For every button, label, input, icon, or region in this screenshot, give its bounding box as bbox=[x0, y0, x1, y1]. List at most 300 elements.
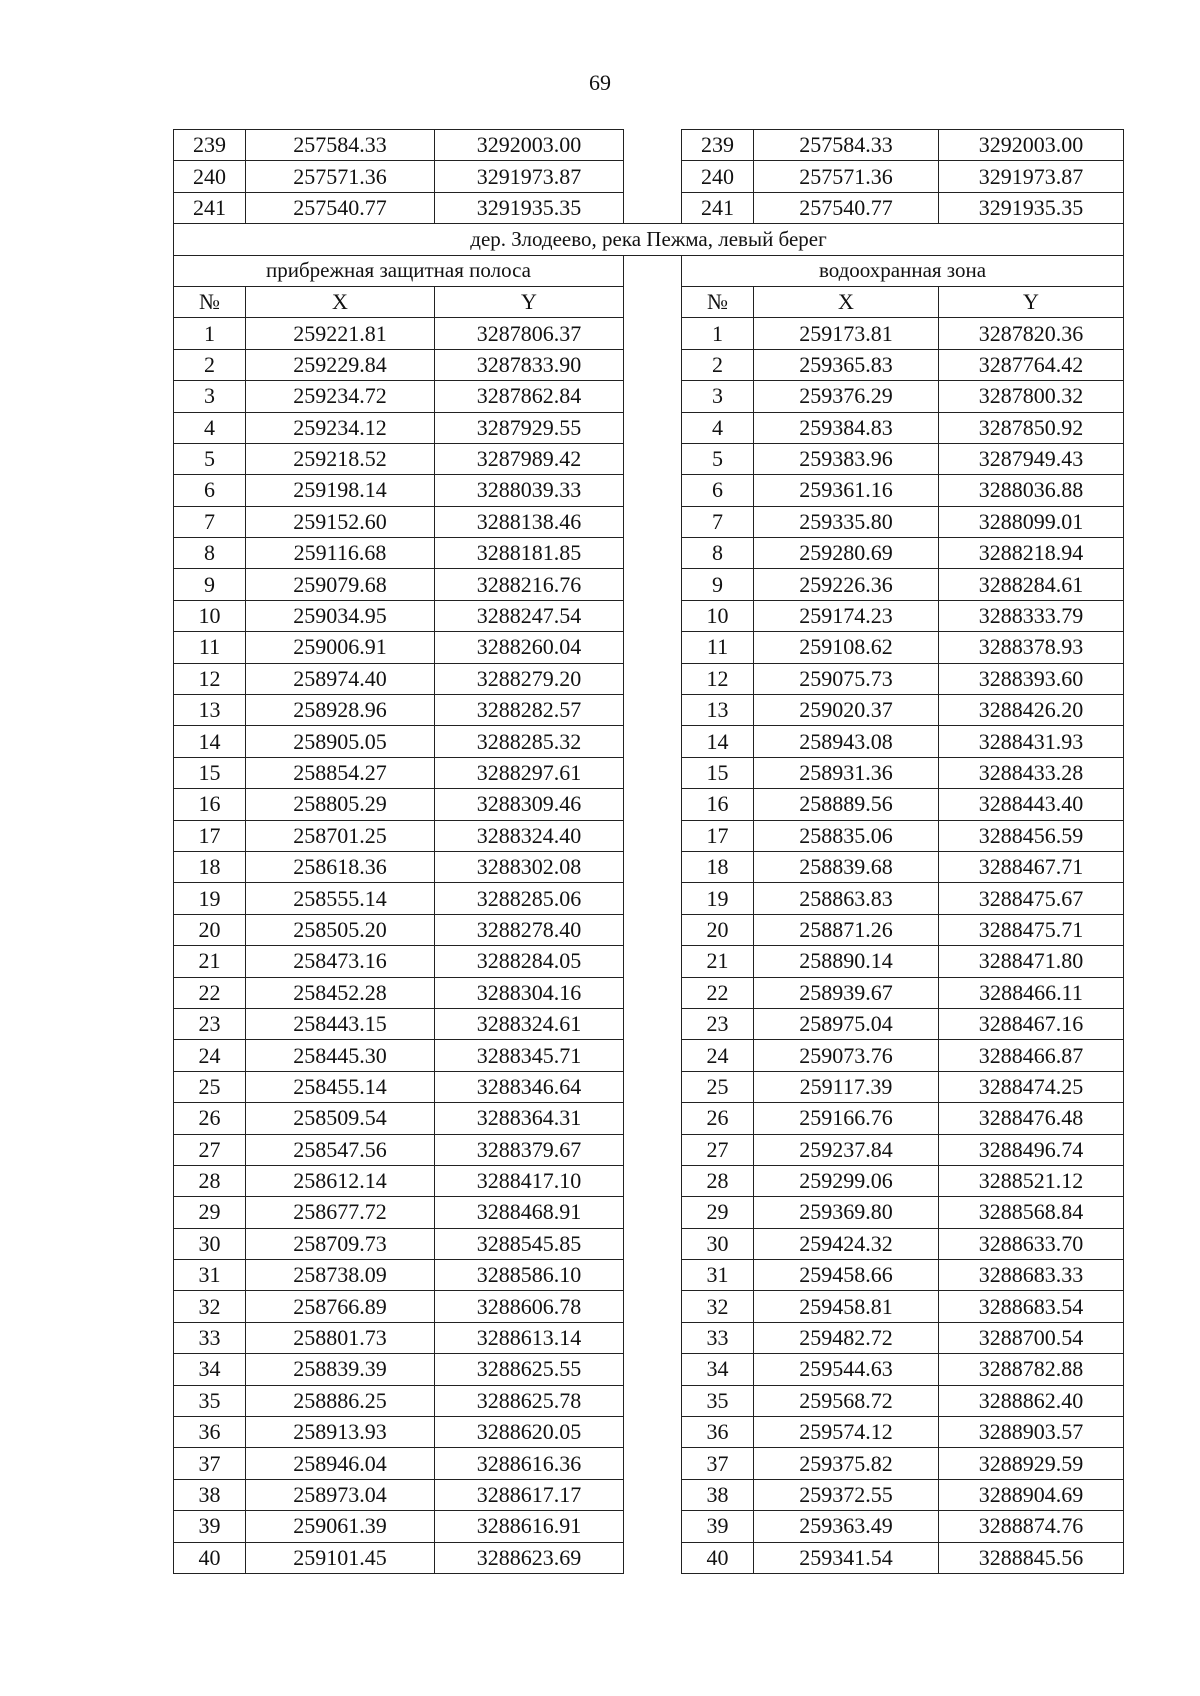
x-left: 258738.09 bbox=[246, 1260, 435, 1291]
x-left: 259116.68 bbox=[246, 538, 435, 569]
table-row bbox=[174, 381, 1124, 412]
x-right: 259544.63 bbox=[754, 1354, 939, 1385]
y-left: 3288285.32 bbox=[435, 726, 624, 757]
point-number-left: 4 bbox=[174, 412, 246, 443]
y-left: 3291973.87 bbox=[435, 161, 624, 192]
x-left: 258801.73 bbox=[246, 1322, 435, 1353]
column-gap bbox=[624, 1228, 682, 1259]
column-gap bbox=[624, 475, 682, 506]
y-right: 3288476.48 bbox=[939, 1103, 1124, 1134]
y-left: 3288297.61 bbox=[435, 757, 624, 788]
x-left: 258677.72 bbox=[246, 1197, 435, 1228]
y-right: 3288496.74 bbox=[939, 1134, 1124, 1165]
point-number-left: 8 bbox=[174, 538, 246, 569]
column-gap bbox=[624, 286, 682, 317]
x-left: 259152.60 bbox=[246, 506, 435, 537]
column-gap bbox=[624, 349, 682, 380]
point-number-right: 240 bbox=[682, 161, 754, 192]
point-number-left: 19 bbox=[174, 883, 246, 914]
point-number-left: 38 bbox=[174, 1479, 246, 1510]
point-number-right: 32 bbox=[682, 1291, 754, 1322]
point-number-left: 22 bbox=[174, 977, 246, 1008]
x-left: 257540.77 bbox=[246, 192, 435, 223]
zone-header-row bbox=[174, 255, 1124, 286]
point-number-left: 14 bbox=[174, 726, 246, 757]
y-left: 3288039.33 bbox=[435, 475, 624, 506]
x-left: 259079.68 bbox=[246, 569, 435, 600]
point-number-left: 33 bbox=[174, 1322, 246, 1353]
y-left: 3288617.17 bbox=[435, 1479, 624, 1510]
table-row bbox=[174, 1448, 1124, 1479]
y-left: 3288620.05 bbox=[435, 1417, 624, 1448]
x-right: 259383.96 bbox=[754, 443, 939, 474]
table-row bbox=[174, 538, 1124, 569]
point-number-right: 10 bbox=[682, 600, 754, 631]
point-number-right: 19 bbox=[682, 883, 754, 914]
point-number-left: 39 bbox=[174, 1511, 246, 1542]
y-left: 3288285.06 bbox=[435, 883, 624, 914]
point-number-left: 9 bbox=[174, 569, 246, 600]
y-left: 3287806.37 bbox=[435, 318, 624, 349]
header-y-left: Y bbox=[435, 286, 624, 317]
x-left: 259234.12 bbox=[246, 412, 435, 443]
point-number-right: 1 bbox=[682, 318, 754, 349]
x-left: 258805.29 bbox=[246, 789, 435, 820]
header-x-right: X bbox=[754, 286, 939, 317]
table-row bbox=[174, 1542, 1124, 1573]
point-number-left: 3 bbox=[174, 381, 246, 412]
x-right: 259375.82 bbox=[754, 1448, 939, 1479]
table-row bbox=[174, 130, 1124, 161]
point-number-left: 16 bbox=[174, 789, 246, 820]
y-left: 3287862.84 bbox=[435, 381, 624, 412]
y-right: 3291935.35 bbox=[939, 192, 1124, 223]
table-row bbox=[174, 506, 1124, 537]
x-right: 259108.62 bbox=[754, 632, 939, 663]
point-number-right: 6 bbox=[682, 475, 754, 506]
x-right: 258835.06 bbox=[754, 820, 939, 851]
page-number: 69 bbox=[589, 70, 611, 95]
x-right: 259226.36 bbox=[754, 569, 939, 600]
y-left: 3288278.40 bbox=[435, 914, 624, 945]
table-row bbox=[174, 851, 1124, 882]
y-right: 3288471.80 bbox=[939, 946, 1124, 977]
point-number-left: 12 bbox=[174, 663, 246, 694]
column-gap bbox=[624, 318, 682, 349]
point-number-right: 13 bbox=[682, 695, 754, 726]
x-right: 259574.12 bbox=[754, 1417, 939, 1448]
point-number-right: 22 bbox=[682, 977, 754, 1008]
point-number-right: 8 bbox=[682, 538, 754, 569]
x-right: 259482.72 bbox=[754, 1322, 939, 1353]
column-gap bbox=[624, 914, 682, 945]
x-right: 259568.72 bbox=[754, 1385, 939, 1416]
x-left: 258709.73 bbox=[246, 1228, 435, 1259]
table-row bbox=[174, 1134, 1124, 1165]
x-left: 258443.15 bbox=[246, 1008, 435, 1039]
x-left: 258928.96 bbox=[246, 695, 435, 726]
table-row bbox=[174, 1228, 1124, 1259]
point-number-right: 35 bbox=[682, 1385, 754, 1416]
x-left: 258505.20 bbox=[246, 914, 435, 945]
y-left: 3288279.20 bbox=[435, 663, 624, 694]
point-number-right: 7 bbox=[682, 506, 754, 537]
column-gap bbox=[624, 538, 682, 569]
y-left: 3288417.10 bbox=[435, 1165, 624, 1196]
y-right: 3288903.57 bbox=[939, 1417, 1124, 1448]
column-gap bbox=[624, 412, 682, 443]
column-gap bbox=[624, 726, 682, 757]
point-number-right: 11 bbox=[682, 632, 754, 663]
column-gap bbox=[624, 192, 682, 223]
point-number-left: 5 bbox=[174, 443, 246, 474]
column-gap bbox=[624, 1479, 682, 1510]
x-left: 257571.36 bbox=[246, 161, 435, 192]
column-gap bbox=[624, 443, 682, 474]
y-left: 3288613.14 bbox=[435, 1322, 624, 1353]
table-row bbox=[174, 726, 1124, 757]
y-right: 3288433.28 bbox=[939, 757, 1124, 788]
x-left: 258905.05 bbox=[246, 726, 435, 757]
point-number-right: 9 bbox=[682, 569, 754, 600]
y-right: 3288475.71 bbox=[939, 914, 1124, 945]
point-number-right: 4 bbox=[682, 412, 754, 443]
y-left: 3288345.71 bbox=[435, 1040, 624, 1071]
header-x-left: X bbox=[246, 286, 435, 317]
point-number-right: 30 bbox=[682, 1228, 754, 1259]
point-number-right: 39 bbox=[682, 1511, 754, 1542]
y-right: 3288474.25 bbox=[939, 1071, 1124, 1102]
x-left: 258701.25 bbox=[246, 820, 435, 851]
point-number-left: 13 bbox=[174, 695, 246, 726]
point-number-left: 34 bbox=[174, 1354, 246, 1385]
x-right: 259173.81 bbox=[754, 318, 939, 349]
y-left: 3288468.91 bbox=[435, 1197, 624, 1228]
table-row bbox=[174, 1040, 1124, 1071]
point-number-left: 40 bbox=[174, 1542, 246, 1573]
column-gap bbox=[624, 1417, 682, 1448]
table-row bbox=[174, 820, 1124, 851]
column-gap bbox=[624, 695, 682, 726]
column-gap bbox=[624, 130, 682, 161]
column-gap bbox=[624, 1354, 682, 1385]
y-right: 3288467.16 bbox=[939, 1008, 1124, 1039]
y-right: 3287820.36 bbox=[939, 318, 1124, 349]
table-row bbox=[174, 977, 1124, 1008]
x-right: 259299.06 bbox=[754, 1165, 939, 1196]
y-left: 3288623.69 bbox=[435, 1542, 624, 1573]
column-gap bbox=[624, 820, 682, 851]
x-right: 258943.08 bbox=[754, 726, 939, 757]
x-left: 258455.14 bbox=[246, 1071, 435, 1102]
y-right: 3288466.87 bbox=[939, 1040, 1124, 1071]
table-row bbox=[174, 1197, 1124, 1228]
table-row bbox=[174, 789, 1124, 820]
point-number-left: 15 bbox=[174, 757, 246, 788]
y-right: 3287949.43 bbox=[939, 443, 1124, 474]
column-gap bbox=[624, 161, 682, 192]
x-left: 258886.25 bbox=[246, 1385, 435, 1416]
point-number-right: 18 bbox=[682, 851, 754, 882]
x-right: 258931.36 bbox=[754, 757, 939, 788]
y-left: 3288309.46 bbox=[435, 789, 624, 820]
y-left: 3288616.91 bbox=[435, 1511, 624, 1542]
y-left: 3288616.36 bbox=[435, 1448, 624, 1479]
point-number-left: 32 bbox=[174, 1291, 246, 1322]
table-row bbox=[174, 192, 1124, 223]
y-right: 3288036.88 bbox=[939, 475, 1124, 506]
point-number-left: 1 bbox=[174, 318, 246, 349]
coordinates-table bbox=[173, 129, 1124, 1574]
column-gap bbox=[624, 977, 682, 1008]
y-left: 3288586.10 bbox=[435, 1260, 624, 1291]
y-left: 3288346.64 bbox=[435, 1071, 624, 1102]
column-gap bbox=[624, 381, 682, 412]
y-left: 3287833.90 bbox=[435, 349, 624, 380]
x-right: 259458.81 bbox=[754, 1291, 939, 1322]
x-right: 259424.32 bbox=[754, 1228, 939, 1259]
y-right: 3288466.11 bbox=[939, 977, 1124, 1008]
x-right: 259280.69 bbox=[754, 538, 939, 569]
x-left: 259006.91 bbox=[246, 632, 435, 663]
table-row bbox=[174, 318, 1124, 349]
table-row bbox=[174, 1479, 1124, 1510]
y-right: 3288456.59 bbox=[939, 820, 1124, 851]
y-right: 3288467.71 bbox=[939, 851, 1124, 882]
y-right: 3288099.01 bbox=[939, 506, 1124, 537]
x-right: 258939.67 bbox=[754, 977, 939, 1008]
y-right: 3288782.88 bbox=[939, 1354, 1124, 1385]
x-left: 258509.54 bbox=[246, 1103, 435, 1134]
point-number-left: 240 bbox=[174, 161, 246, 192]
x-right: 259365.83 bbox=[754, 349, 939, 380]
section-title: дер. Злодеево, река Пежма, левый берег bbox=[174, 224, 1124, 255]
table-row bbox=[174, 757, 1124, 788]
y-right: 3287850.92 bbox=[939, 412, 1124, 443]
point-number-right: 14 bbox=[682, 726, 754, 757]
table-row bbox=[174, 161, 1124, 192]
x-right: 259075.73 bbox=[754, 663, 939, 694]
y-right: 3288633.70 bbox=[939, 1228, 1124, 1259]
column-gap bbox=[624, 1542, 682, 1573]
column-gap bbox=[624, 1071, 682, 1102]
column-gap bbox=[624, 600, 682, 631]
table-row bbox=[174, 1260, 1124, 1291]
x-left: 258547.56 bbox=[246, 1134, 435, 1165]
point-number-left: 36 bbox=[174, 1417, 246, 1448]
x-left: 258854.27 bbox=[246, 757, 435, 788]
x-right: 259369.80 bbox=[754, 1197, 939, 1228]
y-right: 3288426.20 bbox=[939, 695, 1124, 726]
y-right: 3288904.69 bbox=[939, 1479, 1124, 1510]
x-right: 259237.84 bbox=[754, 1134, 939, 1165]
column-gap bbox=[624, 1448, 682, 1479]
y-right: 3288431.93 bbox=[939, 726, 1124, 757]
y-left: 3287929.55 bbox=[435, 412, 624, 443]
x-right: 259117.39 bbox=[754, 1071, 939, 1102]
column-gap bbox=[624, 1134, 682, 1165]
y-right: 3288862.40 bbox=[939, 1385, 1124, 1416]
y-left: 3288138.46 bbox=[435, 506, 624, 537]
table-row bbox=[174, 1385, 1124, 1416]
point-number-right: 37 bbox=[682, 1448, 754, 1479]
column-gap bbox=[624, 1511, 682, 1542]
y-right: 3288443.40 bbox=[939, 789, 1124, 820]
point-number-right: 40 bbox=[682, 1542, 754, 1573]
header-y-right: Y bbox=[939, 286, 1124, 317]
point-number-right: 23 bbox=[682, 1008, 754, 1039]
table-row bbox=[174, 349, 1124, 380]
y-left: 3288302.08 bbox=[435, 851, 624, 882]
y-left: 3288625.78 bbox=[435, 1385, 624, 1416]
header-number-right: № bbox=[682, 286, 754, 317]
point-number-right: 21 bbox=[682, 946, 754, 977]
x-right: 257540.77 bbox=[754, 192, 939, 223]
column-gap bbox=[624, 1260, 682, 1291]
table-row bbox=[174, 1165, 1124, 1196]
y-right: 3288929.59 bbox=[939, 1448, 1124, 1479]
x-left: 258973.04 bbox=[246, 1479, 435, 1510]
x-left: 258839.39 bbox=[246, 1354, 435, 1385]
table-row bbox=[174, 412, 1124, 443]
column-gap bbox=[624, 851, 682, 882]
column-gap bbox=[624, 883, 682, 914]
table-row bbox=[174, 663, 1124, 694]
point-number-right: 25 bbox=[682, 1071, 754, 1102]
x-right: 258839.68 bbox=[754, 851, 939, 882]
y-right: 3288333.79 bbox=[939, 600, 1124, 631]
column-gap bbox=[624, 757, 682, 788]
x-right: 259458.66 bbox=[754, 1260, 939, 1291]
column-gap bbox=[624, 1103, 682, 1134]
x-right: 259073.76 bbox=[754, 1040, 939, 1071]
point-number-right: 12 bbox=[682, 663, 754, 694]
table-row bbox=[174, 443, 1124, 474]
point-number-left: 37 bbox=[174, 1448, 246, 1479]
x-left: 259221.81 bbox=[246, 318, 435, 349]
point-number-left: 23 bbox=[174, 1008, 246, 1039]
y-right: 3288378.93 bbox=[939, 632, 1124, 663]
y-right: 3288874.76 bbox=[939, 1511, 1124, 1542]
x-left: 259101.45 bbox=[246, 1542, 435, 1573]
x-right: 259174.23 bbox=[754, 600, 939, 631]
x-right: 259335.80 bbox=[754, 506, 939, 537]
x-right: 259166.76 bbox=[754, 1103, 939, 1134]
point-number-left: 239 bbox=[174, 130, 246, 161]
x-left: 259229.84 bbox=[246, 349, 435, 380]
column-gap bbox=[624, 1385, 682, 1416]
column-gap bbox=[624, 632, 682, 663]
point-number-right: 17 bbox=[682, 820, 754, 851]
right-zone-title: водоохранная зона bbox=[682, 255, 1124, 286]
table-row bbox=[174, 1103, 1124, 1134]
y-left: 3288282.57 bbox=[435, 695, 624, 726]
point-number-right: 34 bbox=[682, 1354, 754, 1385]
x-left: 258445.30 bbox=[246, 1040, 435, 1071]
column-gap bbox=[624, 1165, 682, 1196]
point-number-right: 38 bbox=[682, 1479, 754, 1510]
column-gap bbox=[624, 1197, 682, 1228]
x-left: 258946.04 bbox=[246, 1448, 435, 1479]
point-number-right: 20 bbox=[682, 914, 754, 945]
x-left: 259061.39 bbox=[246, 1511, 435, 1542]
x-right: 259384.83 bbox=[754, 412, 939, 443]
x-left: 258766.89 bbox=[246, 1291, 435, 1322]
point-number-left: 35 bbox=[174, 1385, 246, 1416]
y-left: 3288545.85 bbox=[435, 1228, 624, 1259]
column-header-row bbox=[174, 286, 1124, 317]
x-left: 259218.52 bbox=[246, 443, 435, 474]
table-row bbox=[174, 1008, 1124, 1039]
x-left: 258555.14 bbox=[246, 883, 435, 914]
point-number-left: 31 bbox=[174, 1260, 246, 1291]
point-number-left: 2 bbox=[174, 349, 246, 380]
table-row bbox=[174, 1291, 1124, 1322]
x-left: 259034.95 bbox=[246, 600, 435, 631]
point-number-left: 6 bbox=[174, 475, 246, 506]
table-row bbox=[174, 632, 1124, 663]
x-right: 259363.49 bbox=[754, 1511, 939, 1542]
x-left: 258974.40 bbox=[246, 663, 435, 694]
y-right: 3288521.12 bbox=[939, 1165, 1124, 1196]
x-right: 257571.36 bbox=[754, 161, 939, 192]
table-row bbox=[174, 883, 1124, 914]
point-number-left: 241 bbox=[174, 192, 246, 223]
y-right: 3292003.00 bbox=[939, 130, 1124, 161]
point-number-left: 24 bbox=[174, 1040, 246, 1071]
x-left: 258618.36 bbox=[246, 851, 435, 882]
point-number-right: 241 bbox=[682, 192, 754, 223]
point-number-right: 36 bbox=[682, 1417, 754, 1448]
y-left: 3288181.85 bbox=[435, 538, 624, 569]
point-number-left: 17 bbox=[174, 820, 246, 851]
y-left: 3288324.61 bbox=[435, 1008, 624, 1039]
table-body bbox=[174, 130, 1124, 1574]
column-gap bbox=[624, 1291, 682, 1322]
x-right: 258975.04 bbox=[754, 1008, 939, 1039]
y-left: 3291935.35 bbox=[435, 192, 624, 223]
y-left: 3288364.31 bbox=[435, 1103, 624, 1134]
x-left: 258612.14 bbox=[246, 1165, 435, 1196]
point-number-left: 29 bbox=[174, 1197, 246, 1228]
point-number-left: 28 bbox=[174, 1165, 246, 1196]
y-left: 3287989.42 bbox=[435, 443, 624, 474]
x-right: 258890.14 bbox=[754, 946, 939, 977]
x-right: 259361.16 bbox=[754, 475, 939, 506]
x-right: 259020.37 bbox=[754, 695, 939, 726]
point-number-right: 15 bbox=[682, 757, 754, 788]
point-number-right: 26 bbox=[682, 1103, 754, 1134]
point-number-right: 2 bbox=[682, 349, 754, 380]
y-right: 3288218.94 bbox=[939, 538, 1124, 569]
x-right: 258863.83 bbox=[754, 883, 939, 914]
table-row bbox=[174, 1354, 1124, 1385]
table-row bbox=[174, 914, 1124, 945]
column-gap bbox=[624, 569, 682, 600]
y-left: 3288625.55 bbox=[435, 1354, 624, 1385]
x-right: 259341.54 bbox=[754, 1542, 939, 1573]
y-right: 3288284.61 bbox=[939, 569, 1124, 600]
table-row bbox=[174, 1417, 1124, 1448]
y-left: 3288304.16 bbox=[435, 977, 624, 1008]
column-gap bbox=[624, 1322, 682, 1353]
point-number-right: 5 bbox=[682, 443, 754, 474]
x-right: 258889.56 bbox=[754, 789, 939, 820]
point-number-left: 27 bbox=[174, 1134, 246, 1165]
table-row bbox=[174, 569, 1124, 600]
y-left: 3288324.40 bbox=[435, 820, 624, 851]
table-row bbox=[174, 1511, 1124, 1542]
